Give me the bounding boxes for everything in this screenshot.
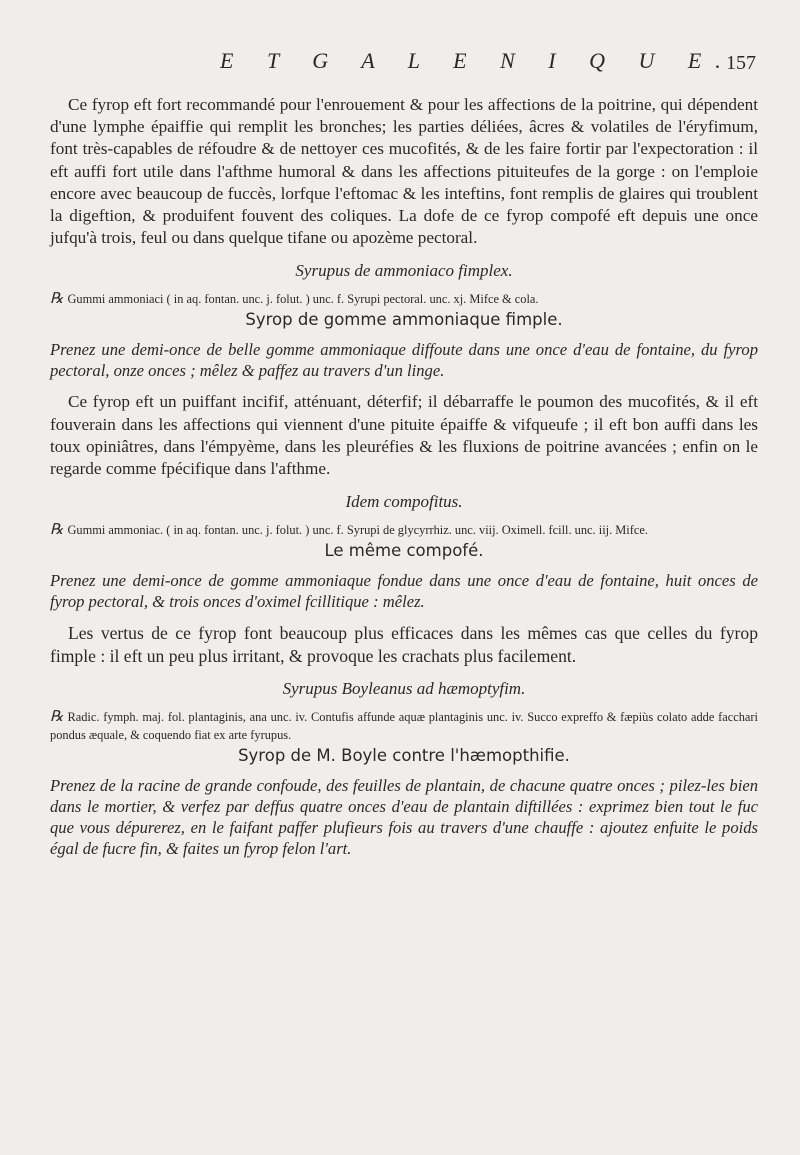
latin-heading: Idem compofitus. (345, 492, 463, 512)
recipe-symbol: ℞ (50, 707, 64, 726)
paragraph: Les vertus de ce fyrop font beaucoup plus efficaces dans les mêmes cas que celles du fyrop fimple : il eft un peu plus irritant, & provoque les crachats plus facilement. (50, 623, 758, 666)
recipe-text: Radic. fymph. maj. fol. plantaginis, ana unc. iv. Contufis affunde aquæ plantaginis unc. iv. Succo expreffo & fæpiùs colato adde facchari pondus æquale, & coquendo fiat ex arte fyrupus. (50, 710, 758, 743)
recipe-latin (50, 289, 758, 308)
french-heading: Le même compofé. (324, 541, 484, 561)
recipe-latin (50, 520, 758, 539)
instructions: Prenez une demi-once de belle gomme ammoniaque diffoute dans une once d'eau de fontaine, du fyrop pectoral, onze onces ; mêlez & paffez au travers d'un linge. (50, 340, 758, 381)
paragraph: Ce fyrop eft fort recommandé pour l'enrouement & pour les affections de la poitrine, qui dépendent d'une lymphe épaiffie qui remplit les bronches; les parties déliées, âcres & volatiles de l'éryfimum, font très-capables de réfoudre & de nettoyer ces mucofités, & de les faire fortir par l'expectoration : il eft auffi fort utile dans l'afthme humoral & dans les affections pituiteufes de la gorge : on l'emploie encore avec beaucoup de fuccès, lorfque l'eftomac & les inteftins, font remplis de glaires qui troublent la digeftion, & produifent fouvent des coliques. La dofe de ce fyrop compofé eft depuis une once jufqu'à trois, feul ou dans quelque tifane ou apozème pectoral. (50, 95, 758, 248)
recipe-latin (50, 707, 758, 744)
page-number: 157 (726, 52, 756, 74)
instructions: Prenez une demi-once de gomme ammoniaque fondue dans une once d'eau de fontaine, huit onces de fyrop pectoral, & trois onces d'oximel fcillitique : mêlez. (50, 571, 758, 612)
paragraph: Ce fyrop eft un puiffant incifif, atténuant, déterfif; il débarraffe le poumon des mucofités, & il eft fouverain dans les affections qui viennent d'une pituite épaiffe & vifqueufe ; il eft bon auffi dans les toux opiniâtres, dans l'émpyème, dans les pleuréfies & les fluxions de poitrine avancées ; enfin on le regarde comme fpécifique dans l'afthme. (50, 392, 758, 479)
recipe-text: Gummi ammoniaci ( in aq. fontan. unc. j. folut. ) unc. f. Syrupi pectoral. unc. xj. Mifce & cola. (67, 292, 539, 307)
french-heading: Syrop de gomme ammoniaque fimple. (245, 310, 563, 330)
page-header (50, 48, 756, 80)
french-heading: Syrop de M. Boyle contre l'hæmopthifie. (238, 746, 570, 766)
latin-heading: Syrupus de ammoniaco fimplex. (295, 261, 513, 281)
recipe-symbol: ℞ (50, 289, 64, 308)
page-body (50, 94, 758, 859)
latin-heading: Syrupus Boyleanus ad hæmoptyfim. (282, 679, 526, 699)
recipe-text: Gummi ammoniac. ( in aq. fontan. unc. j. folut. ) unc. f. Syrupi de glycyrrhiz. unc. viij. Oximell. fcill. unc. iij. Mifce. (67, 523, 648, 538)
running-title: E T G A L E N I Q U E. (220, 48, 735, 73)
instructions: Prenez de la racine de grande confoude, des feuilles de plantain, de chacune quatre onces ; pilez-les bien dans le mortier, & verfez par deffus quatre onces d'eau de plantain diftillées : exprimez bien tout le fuc que vous dépurerez, en le faifant paffer plufieurs fois au travers d'une chauffe : ajoutez enfuite le poids égal de fucre fin, & faites un fyrop felon l'art. (50, 776, 758, 859)
recipe-symbol: ℞ (50, 520, 64, 539)
